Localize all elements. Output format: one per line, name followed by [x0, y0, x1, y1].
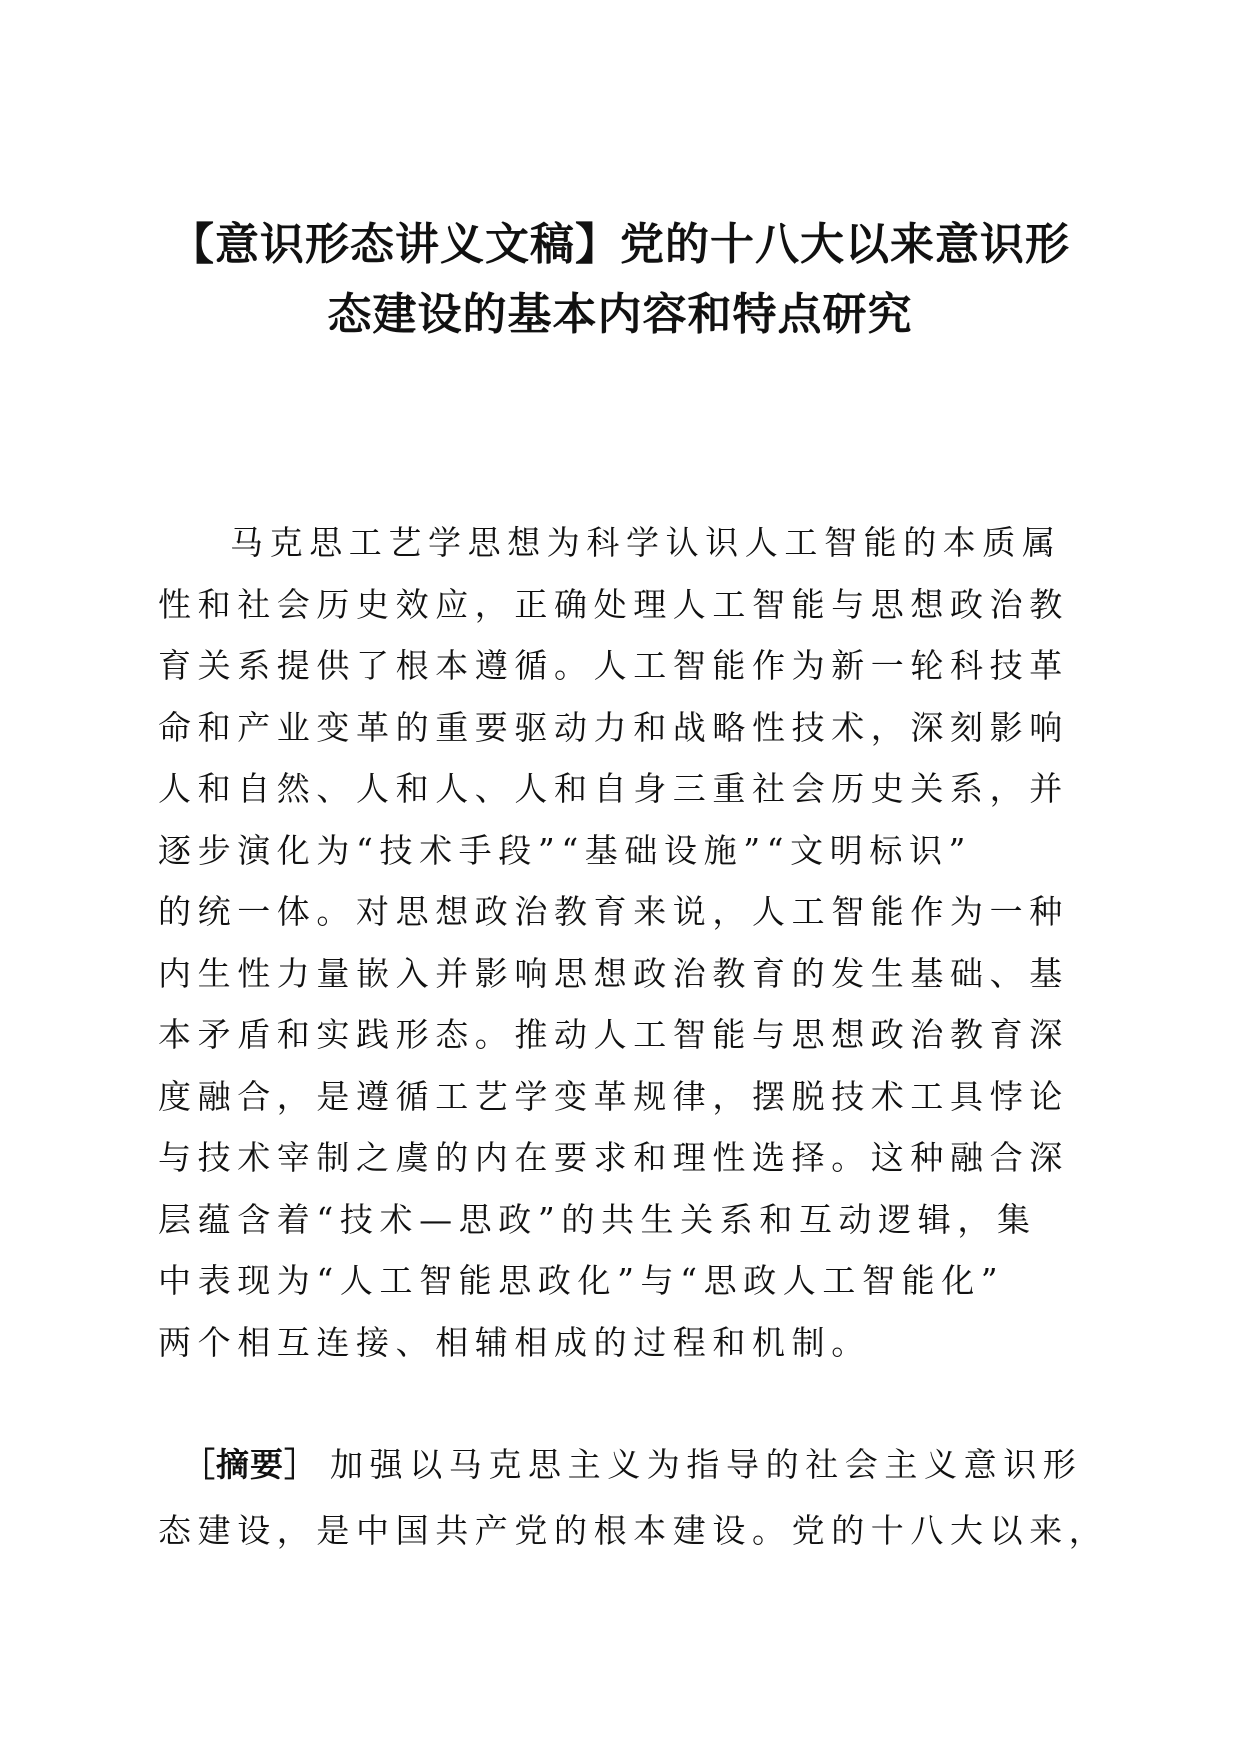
title-line: 态建设的基本内容和特点研究 [327, 289, 913, 340]
paragraph-line: 与技术宰制之虞的内在要求和理性选择。这种融合深 [158, 1138, 1069, 1177]
abstract-line [158, 1432, 1118, 1498]
paragraph-line: 本矛盾和实践形态。推动人工智能与思想政治教育深 [158, 1015, 1069, 1054]
paragraph-line: 的统一体。对思想政治教育来说，人工智能作为一种 [158, 892, 1069, 931]
paragraph-line: 育关系提供了根本遵循。人工智能作为新一轮科技革 [158, 646, 1069, 685]
body-paragraph [158, 512, 1098, 1373]
paragraph-line: 度融合，是遵循工艺学变革规律，摆脱技术工具悖论 [158, 1076, 1069, 1116]
paragraph-line: 命和产业变革的重要驱动力和战略性技术，深刻影响 [158, 707, 1069, 747]
paragraph-line: 马克思工艺学思想为科学认识人工智能的本质属 [230, 523, 1062, 562]
document-title [0, 210, 1240, 350]
paragraph-line: 两个相互连接、相辅相成的过程和机制。 [158, 1322, 871, 1362]
paragraph-line: 逐步演化为“技术手段”“基础设施”“文明标识” [158, 830, 973, 870]
abstract-label: ［摘要］ [182, 1445, 318, 1484]
abstract-text: 加强以马克思主义为指导的社会主义意识形 [330, 1445, 1083, 1484]
paragraph-line: 内生性力量嵌入并影响思想政治教育的发生基础、基 [158, 953, 1069, 993]
paragraph-line: 中表现为“人工智能思政化”与“思政人工智能化” [158, 1261, 1005, 1300]
paragraph-line: 性和社会历史效应，正确处理人工智能与思想政治教 [158, 584, 1069, 624]
title-line: 【意识形态讲义文稿】党的十八大以来意识形 [170, 219, 1070, 270]
abstract-section [158, 1432, 1118, 1564]
paragraph-line: 人和自然、人和人、人和自身三重社会历史关系，并 [158, 769, 1069, 808]
abstract-line: 态建设，是中国共产党的根本建设。党的十八大以来， [158, 1511, 1109, 1550]
paragraph-line: 层蕴含着“技术—思政”的共生关系和互动逻辑，集 [158, 1199, 1037, 1239]
